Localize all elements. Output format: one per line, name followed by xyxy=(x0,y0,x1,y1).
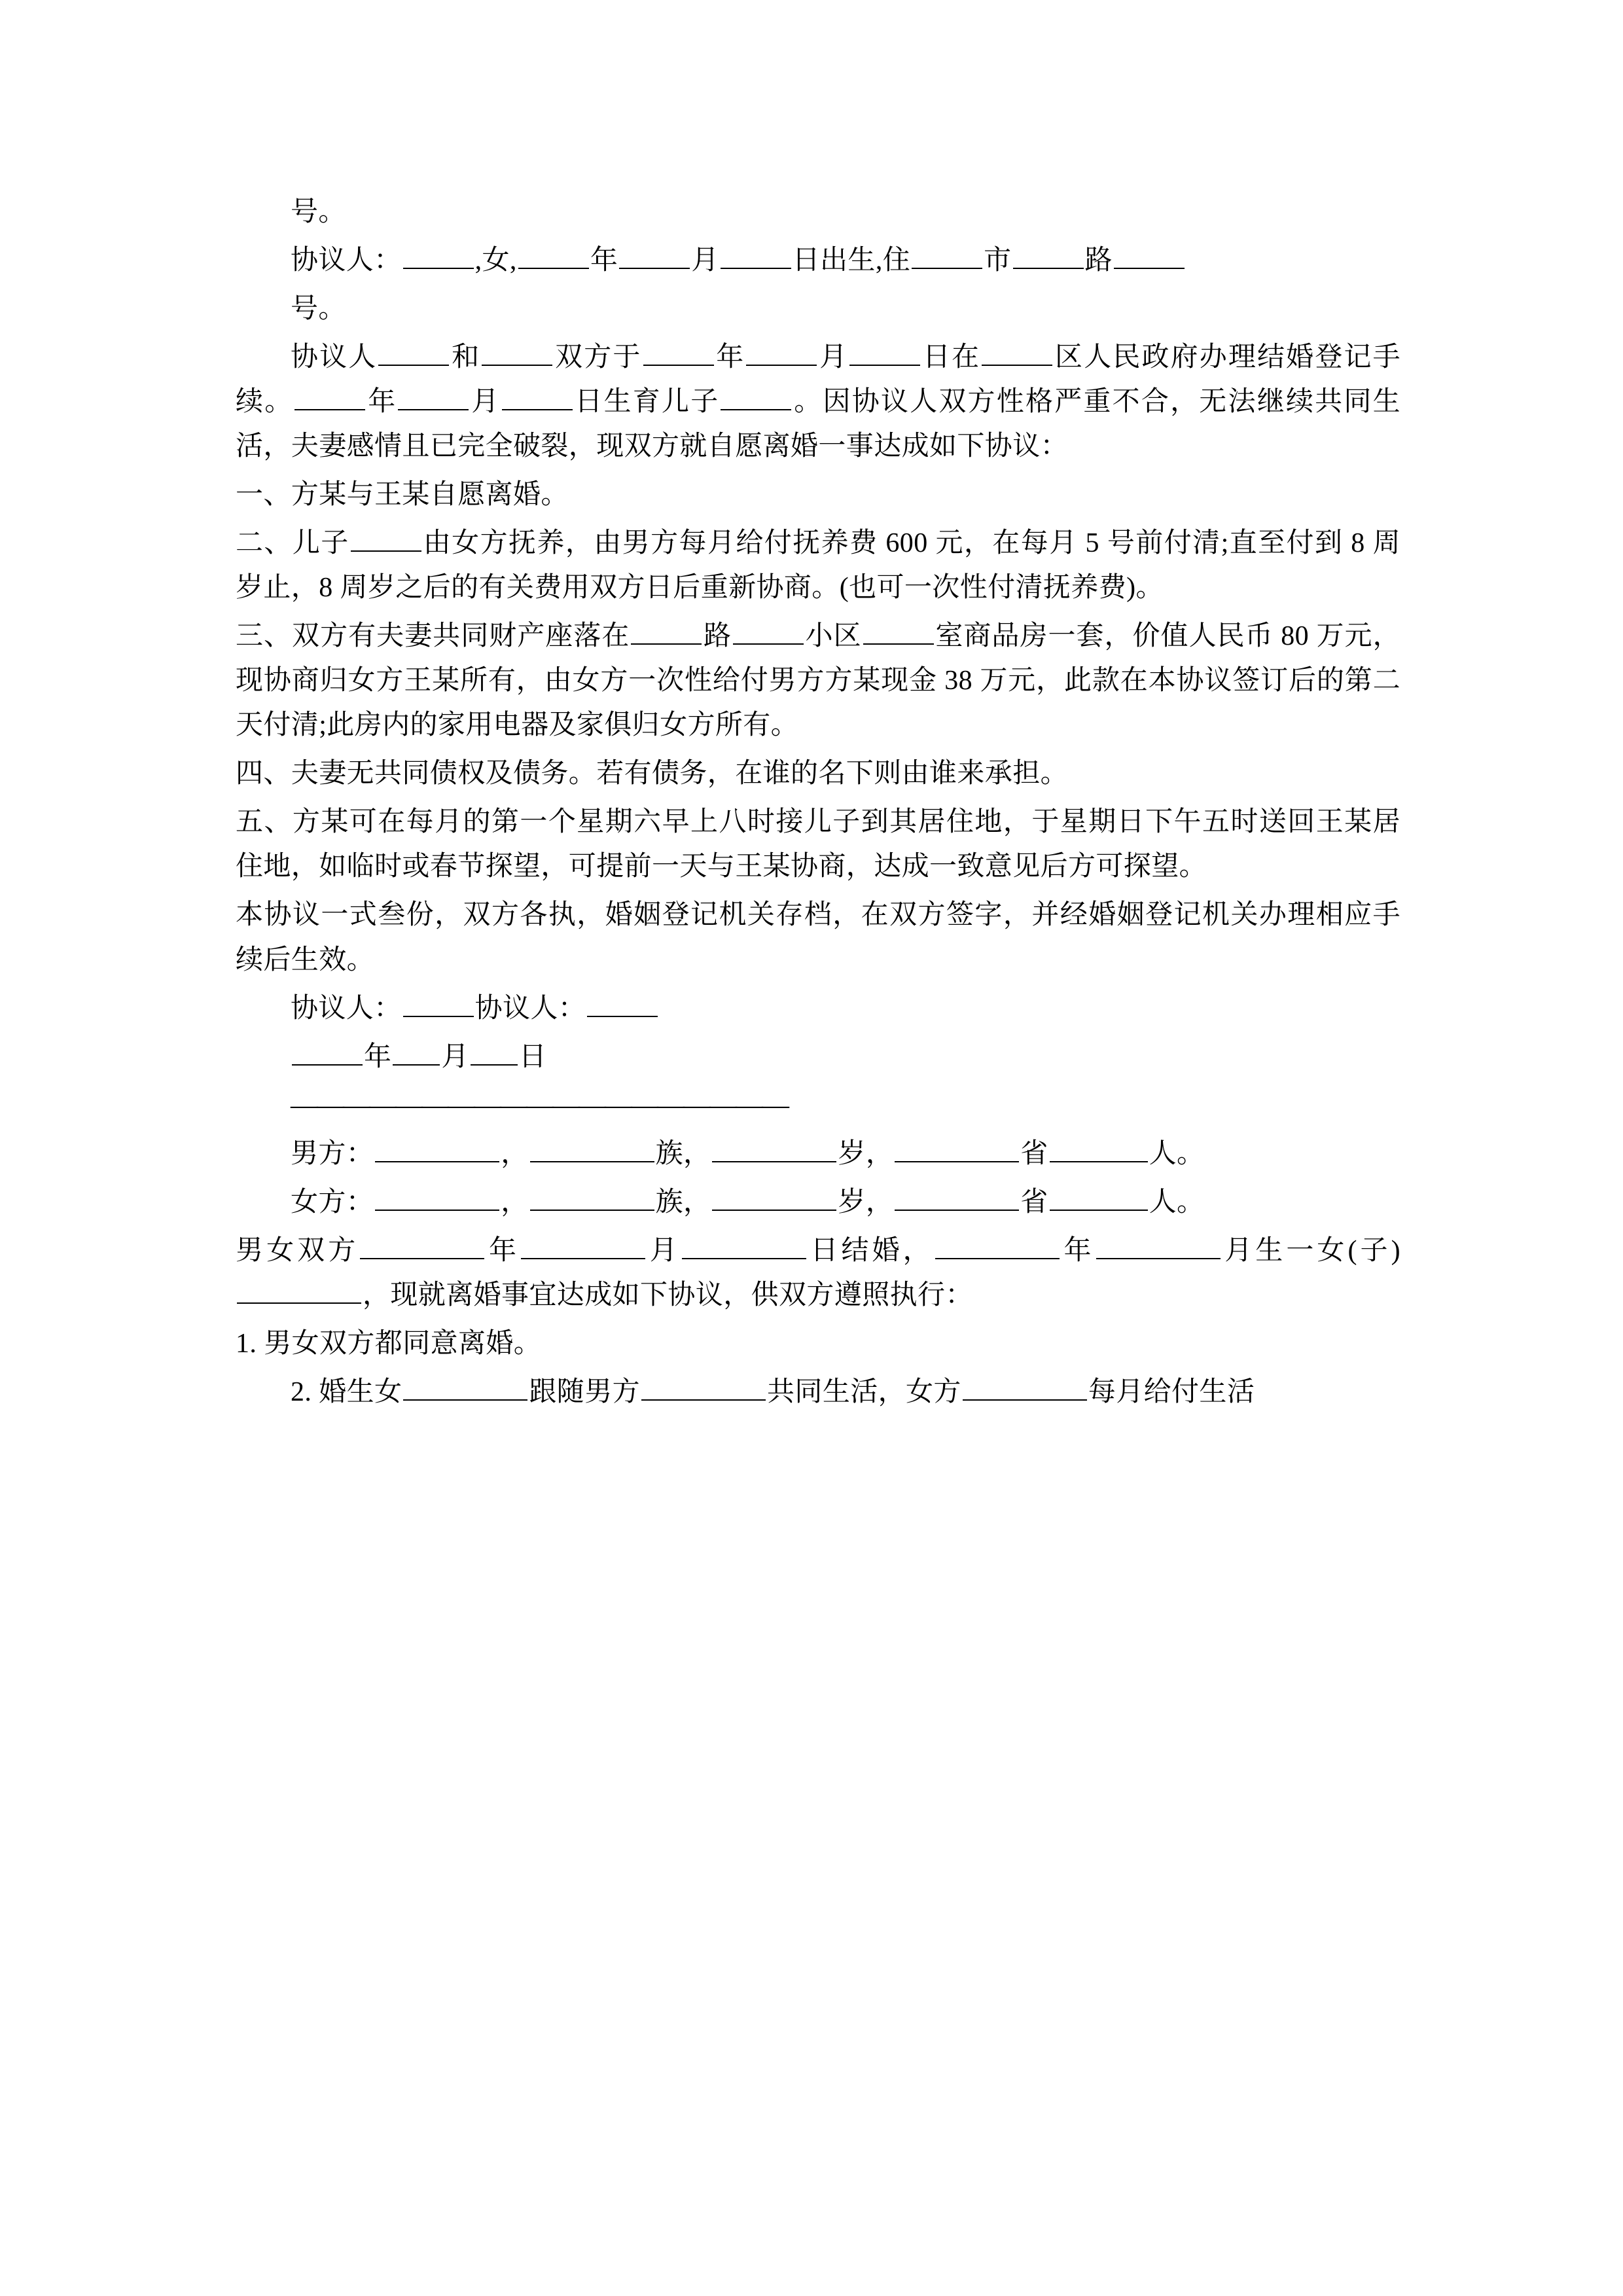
blank-field-property-road[interactable] xyxy=(631,615,702,645)
text-run: ， xyxy=(501,1187,529,1217)
paragraph-line-number-2 xyxy=(236,287,1400,331)
text-run: 日出生,住 xyxy=(792,245,911,276)
blank-field-child-month[interactable] xyxy=(1096,1229,1221,1259)
paragraph-marriage-registration xyxy=(236,335,1400,469)
text-run: 2. 婚生女 xyxy=(291,1376,402,1407)
blank-field-birth-day[interactable] xyxy=(502,380,573,410)
blank-field-male-age[interactable] xyxy=(712,1132,836,1162)
blank-field-party-a[interactable] xyxy=(378,336,449,366)
blank-field-marriage-month[interactable] xyxy=(746,336,817,366)
text-run: 市 xyxy=(984,245,1012,276)
text-run: 五、方某可在每月的第一个星期六早上八时接儿子到其居住地，于星期日下午五时送回王某居住地，如临时或春节探望，可提前一天与王某协商，达成一致意见后方可探望。 xyxy=(236,807,1400,882)
text-run: 1. 男女双方都同意离婚。 xyxy=(236,1328,542,1359)
item-1-agree-divorce xyxy=(236,1321,1400,1366)
clause-2-child-support xyxy=(236,521,1400,610)
clause-4-debts xyxy=(236,751,1400,796)
text-run: 双方于 xyxy=(554,342,642,373)
blank-field-son-name[interactable] xyxy=(721,380,791,410)
text-run: 年 xyxy=(364,1041,392,1072)
blank-field-male-name[interactable] xyxy=(375,1132,499,1162)
text-run: 三、双方有夫妻共同财产座落在 xyxy=(236,621,630,652)
text-run: 。因协议人双方性格严重不合，无法继续共同生活，夫妻感情且已完全破裂，现双方就自愿离婚一事达成如下协议： xyxy=(236,387,1400,462)
text-run: 年 xyxy=(486,1235,520,1266)
text-run: 每月给付生活 xyxy=(1088,1376,1255,1407)
text-run: 号。 xyxy=(291,294,346,325)
blank-field-marriage-day[interactable] xyxy=(849,336,920,366)
text-run: 人。 xyxy=(1149,1138,1205,1169)
text-run: 月生一女(子) xyxy=(1221,1235,1400,1266)
text-run: 协议人： xyxy=(291,993,402,1024)
text-run: 年 xyxy=(715,342,745,373)
text-run: 族， xyxy=(655,1138,711,1169)
blank-field-party-b[interactable] xyxy=(482,336,552,366)
text-run: 月 xyxy=(647,1235,681,1266)
text-run: 年 xyxy=(590,245,618,276)
blank-field-birth-month[interactable] xyxy=(398,380,469,410)
blank-field-signature-a[interactable] xyxy=(403,986,474,1016)
paragraph-line-number xyxy=(236,190,1400,234)
signature-date-line xyxy=(236,1035,1400,1079)
clause-1-voluntary-divorce xyxy=(236,473,1400,517)
text-run: ，现就离婚事宜达成如下协议，供双方遵照执行： xyxy=(363,1280,973,1310)
blank-field-female-name[interactable] xyxy=(375,1181,499,1211)
text-run: 二、儿子 xyxy=(236,528,349,559)
text-run: 跟随男方 xyxy=(529,1376,641,1407)
blank-field-female-payer[interactable] xyxy=(963,1371,1087,1401)
blank-field-year[interactable] xyxy=(518,239,589,269)
clause-3-property xyxy=(236,614,1400,747)
text-run: 女方： xyxy=(291,1187,374,1217)
party-male-info xyxy=(236,1132,1400,1176)
blank-field-son[interactable] xyxy=(351,522,421,552)
blank-field-male-custodian[interactable] xyxy=(641,1371,766,1401)
blank-field-daughter-name[interactable] xyxy=(403,1371,527,1401)
text-run: 本协议一式叁份，双方各执，婚姻登记机关存档，在双方签字，并经婚姻登记机关办理相应手续后生效。 xyxy=(236,900,1400,975)
text-run: 号。 xyxy=(291,197,346,227)
blank-field-day[interactable] xyxy=(721,239,791,269)
text-run: 路 xyxy=(1084,245,1113,276)
text-run: 小区 xyxy=(805,621,862,652)
blank-field-sign-year[interactable] xyxy=(292,1035,363,1065)
blank-field-road[interactable] xyxy=(1013,239,1084,269)
blank-field-property-room[interactable] xyxy=(863,615,934,645)
item-2-custody xyxy=(236,1370,1400,1414)
text-run: 路 xyxy=(703,621,732,652)
blank-field-marriage-year[interactable] xyxy=(643,336,714,366)
section-divider xyxy=(236,1083,1400,1128)
blank-field-child-year[interactable] xyxy=(935,1229,1060,1259)
text-run: 室商品房一套，价值人民币 80 万元，现协商归女方王某所有，由女方一次性给付男方方某现金 38 万元，此款在本协议签订后的第二天付清;此房内的家用电器及家俱归女方所有。 xyxy=(236,621,1400,741)
text-run: 协议人 xyxy=(291,342,378,373)
blank-field-birth-year[interactable] xyxy=(294,380,365,410)
blank-field-female-origin[interactable] xyxy=(1050,1181,1148,1211)
blank-field-female-ethnicity[interactable] xyxy=(530,1181,654,1211)
blank-field-district[interactable] xyxy=(982,336,1052,366)
text-run: 一、方某与王某自愿离婚。 xyxy=(236,480,569,511)
blank-field-wed-year[interactable] xyxy=(360,1229,484,1259)
blank-field-house[interactable] xyxy=(1114,239,1185,269)
text-run: 四、夫妻无共同债权及债务。若有债务，在谁的名下则由谁来承担。 xyxy=(236,759,1069,789)
blank-field-child-name[interactable] xyxy=(237,1274,361,1304)
text-run: 族， xyxy=(655,1187,711,1217)
text-run: 岁， xyxy=(838,1138,894,1169)
text-run: 月 xyxy=(470,387,501,418)
text-run: 日生育儿子 xyxy=(573,387,720,418)
text-run: ,女, xyxy=(474,245,517,276)
blank-field-sign-day[interactable] xyxy=(471,1035,518,1065)
text-run: 日 xyxy=(518,1041,547,1072)
party-female-info xyxy=(236,1180,1400,1225)
text-run: 区人民政府办理结婚登记手续。 xyxy=(236,342,1401,418)
text-run: 日在 xyxy=(921,342,981,373)
text-run: 协议人： xyxy=(474,993,586,1024)
blank-field-male-ethnicity[interactable] xyxy=(530,1132,654,1162)
text-run: 和 xyxy=(450,342,481,373)
blank-field-name[interactable] xyxy=(403,239,474,269)
signature-line xyxy=(236,986,1400,1031)
text-run: 日结婚， xyxy=(807,1235,934,1266)
blank-field-city[interactable] xyxy=(912,239,982,269)
blank-field-male-origin[interactable] xyxy=(1050,1132,1148,1162)
text-run: 省 xyxy=(1020,1187,1048,1217)
text-run: 月 xyxy=(691,245,719,276)
paragraph-party-female xyxy=(236,238,1400,283)
text-run: 月 xyxy=(441,1041,469,1072)
blank-field-property-community[interactable] xyxy=(733,615,804,645)
blank-field-wed-day[interactable] xyxy=(682,1229,806,1259)
document-body xyxy=(236,190,1400,1414)
text-run: 共同生活，女方 xyxy=(767,1376,961,1407)
text-run: ——————————————————— xyxy=(291,1090,788,1121)
blank-field-sign-month[interactable] xyxy=(393,1035,440,1065)
text-run: 月 xyxy=(818,342,849,373)
text-run: 人。 xyxy=(1149,1187,1205,1217)
blank-field-month[interactable] xyxy=(619,239,690,269)
text-run: 岁， xyxy=(838,1187,894,1217)
blank-field-male-province[interactable] xyxy=(895,1132,1019,1162)
clause-5-visitation xyxy=(236,800,1400,889)
blank-field-signature-b[interactable] xyxy=(587,986,658,1016)
text-run: 男方： xyxy=(291,1138,374,1169)
text-run: 省 xyxy=(1020,1138,1048,1169)
marriage-and-child-info xyxy=(236,1229,1400,1318)
text-run: 男女双方 xyxy=(236,1235,359,1266)
text-run: 协议人： xyxy=(291,245,402,276)
text-run: 年 xyxy=(1060,1235,1095,1266)
text-run: 由女方抚养，由男方每月给付抚养费 600 元，在每月 5 号前付清;直至付到 8 周岁止，8 周岁之后的有关费用双方日后重新协商。(也可一次性付清抚养费)。 xyxy=(236,528,1400,603)
blank-field-female-age[interactable] xyxy=(712,1181,836,1211)
blank-field-female-province[interactable] xyxy=(895,1181,1019,1211)
blank-field-wed-month[interactable] xyxy=(521,1229,645,1259)
text-run: 年 xyxy=(366,387,397,418)
text-run: ， xyxy=(501,1138,529,1169)
clause-effectiveness xyxy=(236,893,1400,982)
